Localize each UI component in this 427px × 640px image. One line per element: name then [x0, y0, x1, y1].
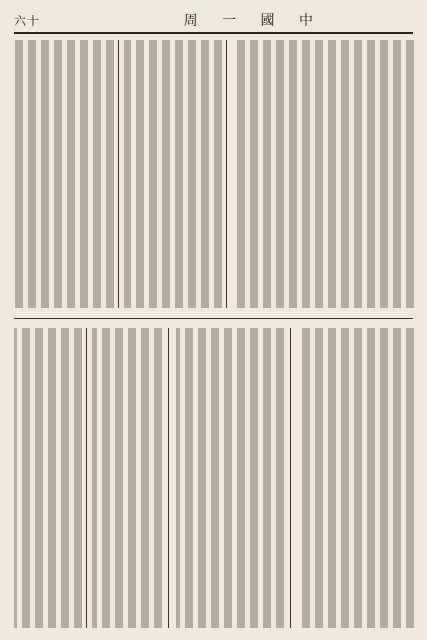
upper-left-article	[14, 40, 114, 308]
lower-middle-article	[176, 328, 284, 628]
lower-left-middle-article	[92, 328, 162, 628]
column-divider	[86, 328, 87, 628]
upper-right-article	[232, 40, 414, 308]
column-divider	[168, 328, 169, 628]
lower-left-article	[14, 328, 82, 628]
section-divider	[14, 318, 413, 319]
column-divider	[118, 40, 119, 308]
column-divider	[226, 40, 227, 308]
running-head: 周 一 國 中	[183, 13, 323, 29]
lower-right-article	[298, 328, 414, 628]
upper-middle-article	[124, 40, 222, 308]
page-header	[14, 8, 413, 34]
column-divider	[290, 328, 291, 628]
page-number: 六十	[14, 13, 41, 28]
